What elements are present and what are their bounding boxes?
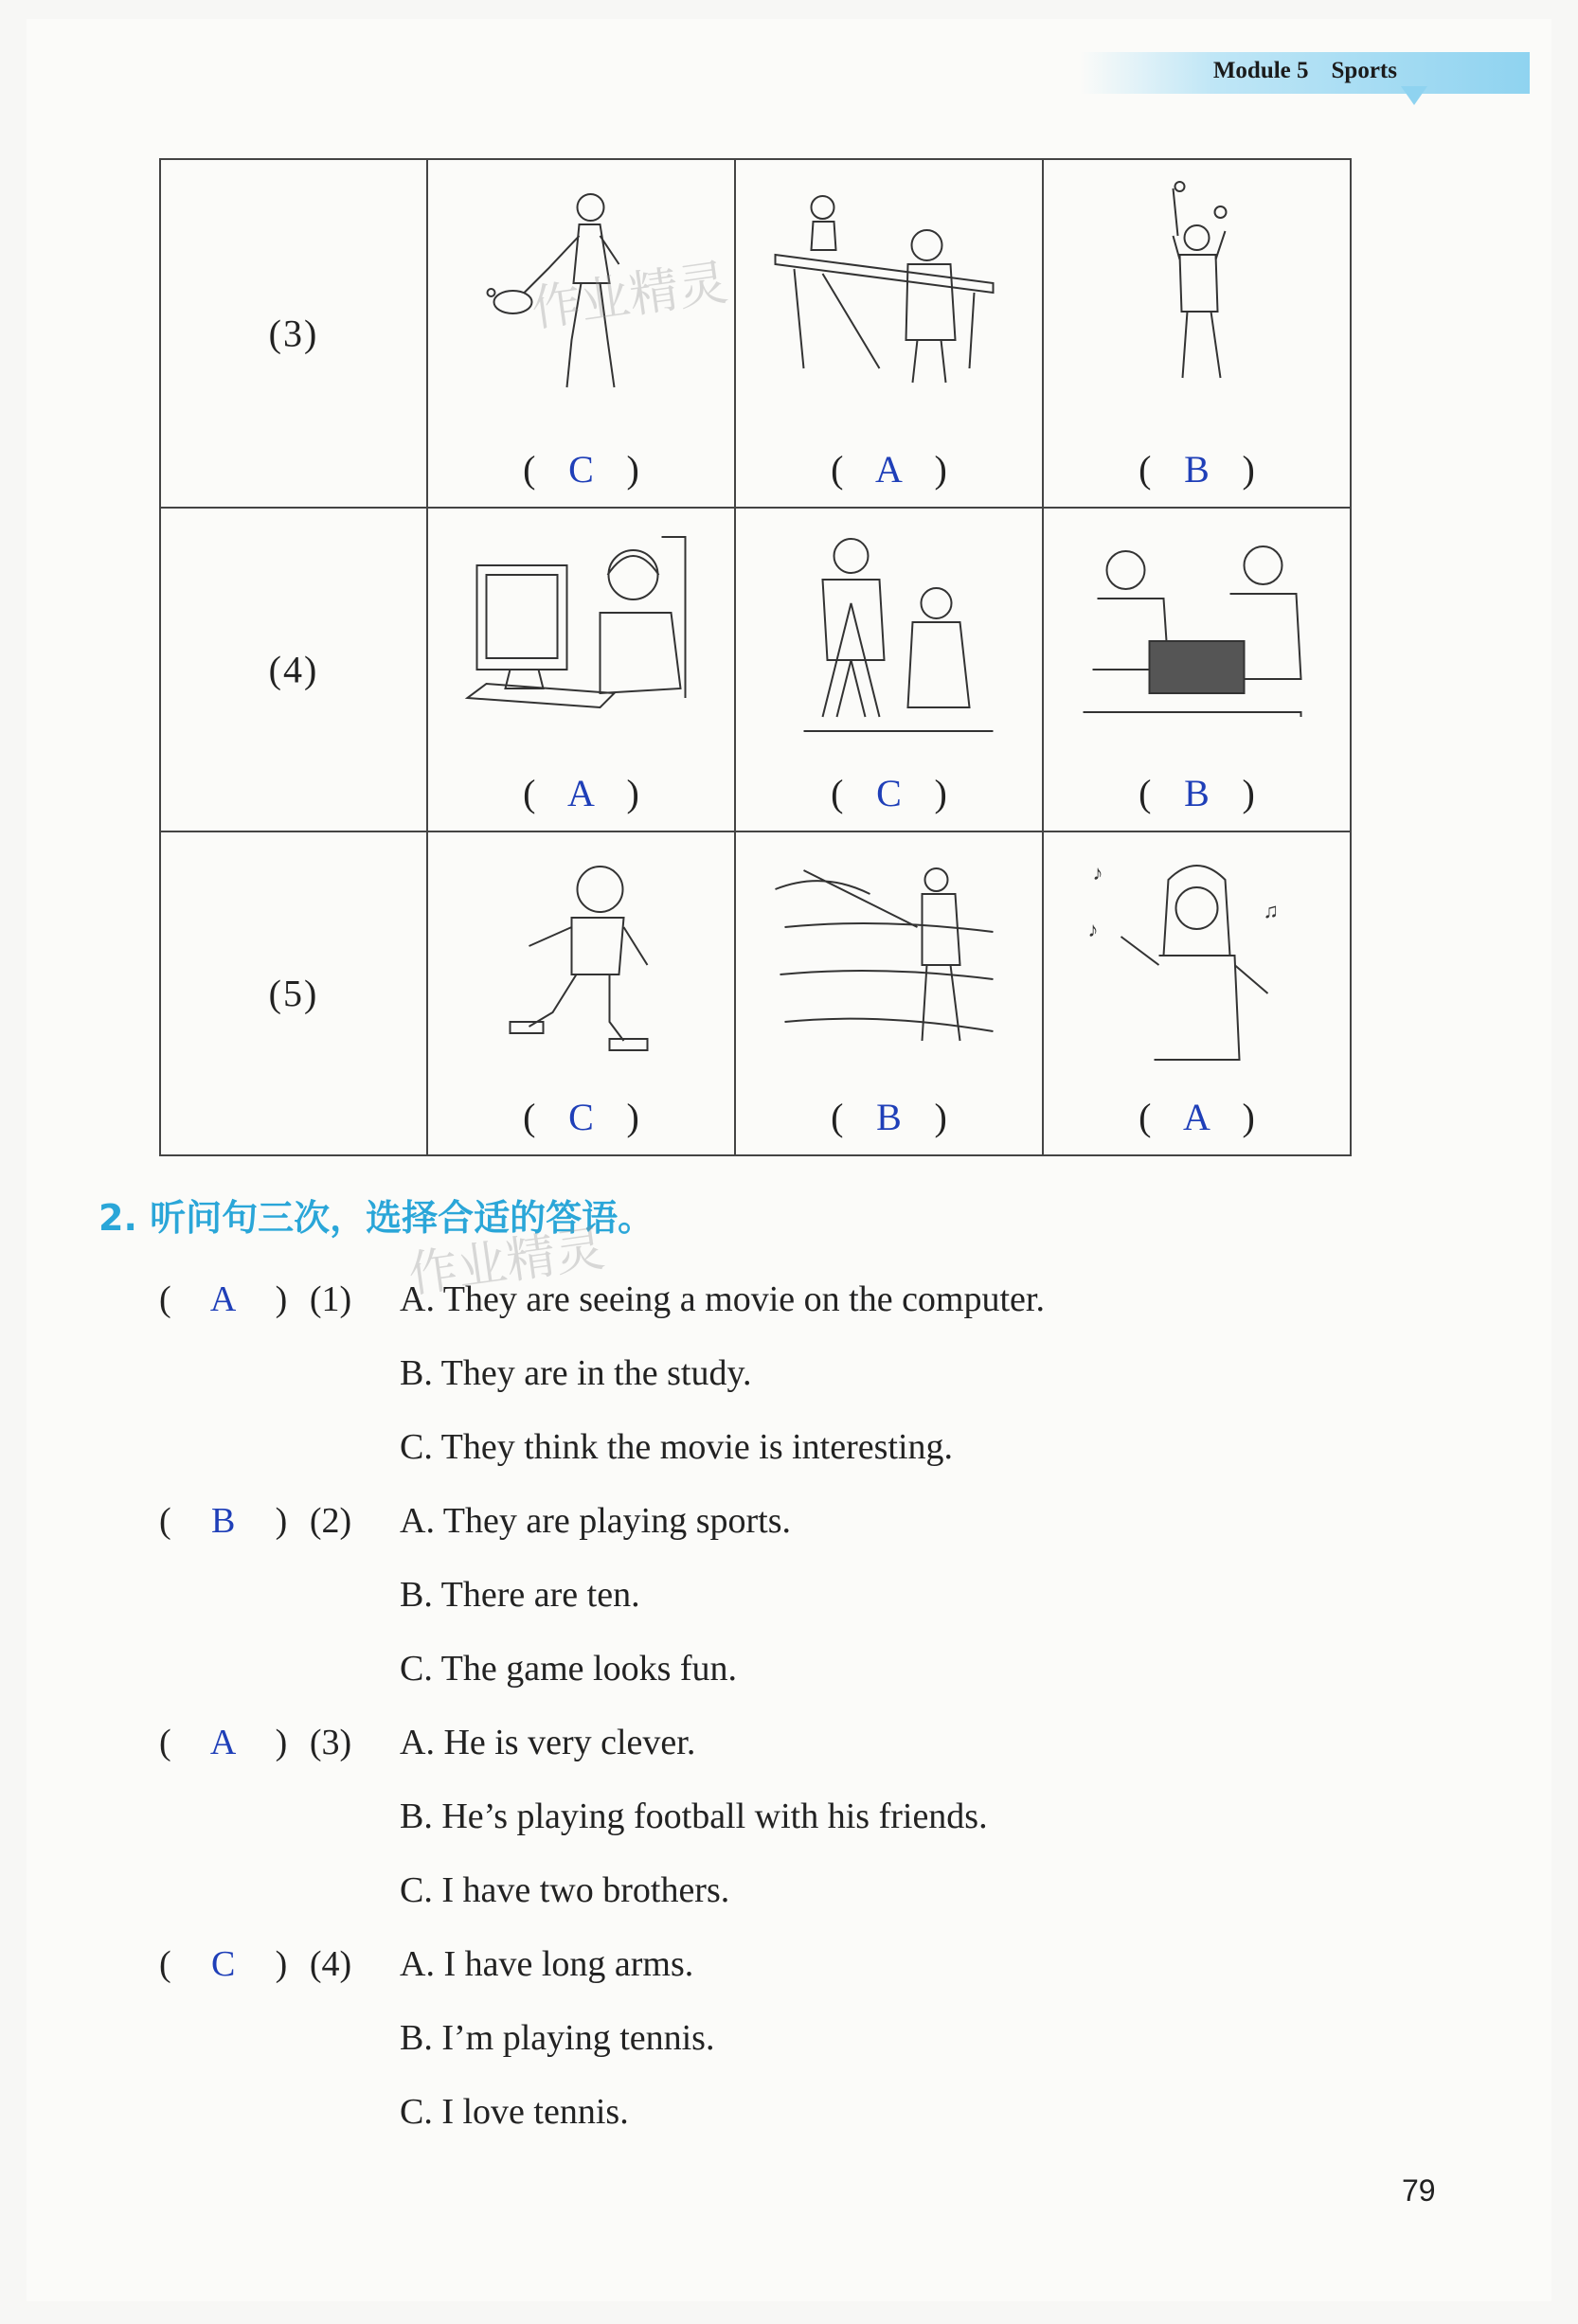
question-4: ( C ) (4) [159, 1944, 352, 1984]
question-number: (1) [309, 1279, 352, 1319]
fishing-icon [764, 851, 1013, 1069]
answer-letter: B [1184, 772, 1210, 814]
table-tennis-icon [764, 179, 1013, 397]
svg-text:♪: ♪ [1087, 918, 1099, 941]
option-line: C. They think the movie is interesting. [400, 1427, 954, 1467]
watermark: 作业精灵 [404, 1220, 608, 1305]
answer-letter: B [876, 1096, 902, 1138]
page-number: 79 [1402, 2173, 1436, 2208]
answer-letter: A [875, 448, 903, 491]
option-line: B. There are ten. [400, 1575, 640, 1615]
answer-letter: A [209, 1279, 237, 1319]
question-1: ( A ) (1) [159, 1279, 352, 1319]
row-label: (3) [268, 312, 319, 355]
option-line: B. He’s playing football with his friends. [400, 1797, 988, 1836]
option-line: C. I have two brothers. [400, 1870, 730, 1910]
option-line: C. The game looks fun. [400, 1649, 738, 1689]
option-line: B. They are in the study. [400, 1353, 752, 1393]
answer-letter: B [1184, 448, 1210, 491]
option-line: A. I have long arms. [400, 1944, 694, 1984]
computer-game-icon [457, 527, 706, 745]
badminton-serve-icon [1072, 179, 1321, 397]
topic-label: Sports [1331, 58, 1397, 83]
option-line: A. They are playing sports. [400, 1501, 791, 1541]
option-line: A. They are seeing a movie on the computer. [400, 1279, 1045, 1319]
answer-letter: C [210, 1944, 236, 1984]
svg-text:♪: ♪ [1092, 861, 1103, 885]
chess-icon [1072, 527, 1321, 745]
watermark: 作业精灵 [528, 254, 731, 339]
answer-letter: A [209, 1723, 237, 1762]
picture-answer-table [159, 158, 1352, 1156]
table-row: (3) ( C ) ( A ) ( B ) [160, 159, 1351, 508]
question-3: ( A ) (3) [159, 1723, 352, 1762]
module-label: Module 5 [1212, 58, 1309, 83]
answer-letter: A [567, 772, 595, 814]
table-row: (4) ( A ) ( C ) ( B ) [160, 508, 1351, 831]
answer-letter: B [210, 1501, 236, 1541]
question-number: (4) [309, 1944, 352, 1984]
question-number: (2) [309, 1501, 352, 1541]
question-2: ( B ) (2) [159, 1501, 352, 1541]
option-line: B. I’m playing tennis. [400, 2018, 715, 2058]
answer-letter: A [1183, 1096, 1210, 1138]
table-row: (5) ( C ) ( B ) ♪ ♫ ♪ ( A ) [160, 831, 1351, 1155]
module-header [1080, 52, 1530, 94]
option-line: C. I love tennis. [400, 2092, 629, 2132]
roller-skating-icon [457, 851, 706, 1069]
answer-letter: C [568, 448, 594, 491]
card-house-icon [764, 527, 1013, 745]
question-number: (3) [309, 1723, 352, 1762]
option-line: A. He is very clever. [400, 1723, 696, 1762]
svg-text:♫: ♫ [1263, 899, 1279, 922]
answer-letter: C [568, 1096, 594, 1138]
row-label: (4) [268, 648, 319, 691]
singing-girl-icon [1072, 851, 1321, 1069]
header-tab-decoration [1401, 86, 1427, 105]
section-2-title: 2. 听问句三次，选择合适的答语。 [99, 1197, 655, 1239]
row-label: (5) [268, 972, 319, 1015]
answer-letter: C [876, 772, 902, 814]
